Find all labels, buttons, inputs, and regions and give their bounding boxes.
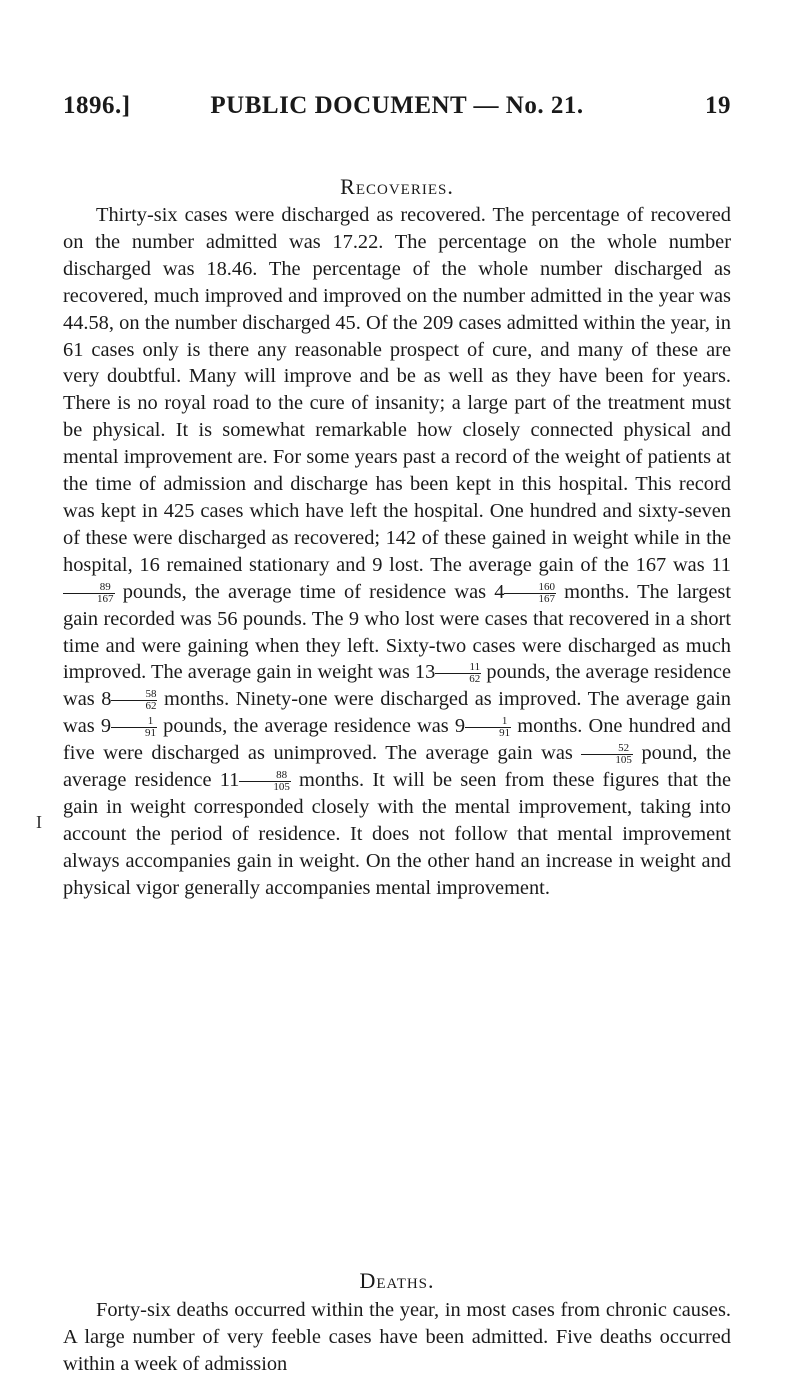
deaths-text: Forty-six deaths occurred within the year, in most cases from chronic causes. A large number of very feeble cases have been admitted. Five deaths occurred within a week of admission: [63, 1299, 731, 1375]
header-title: PUBLIC DOCUMENT — No. 21.: [210, 92, 584, 119]
fraction: $\frac{1}{91}$: [465, 716, 511, 739]
fraction: $\frac{160}{167}$: [504, 582, 556, 605]
fraction: $\frac{52}{105}$: [581, 743, 633, 766]
fraction: $\frac{88}{105}$: [239, 770, 291, 793]
recoveries-text: Thirty-six cases were discharged as recovered. The percentage of recovered on the number admitted was 17.22. The percentage on the whole number discharged was 18.46. The percentage of the whole number discharged as recovered, much improved and improved on the number admitted in the year was 44.58, on the number discharged 45. Of the 209 cases admitted within the year, in 61 cases only is there any reasonable prospect of cure, and many of these are very doubtful. Many will improve and be as well as they have been for years. There is no royal road to the cure of insanity; a large part of the treatment must be physical. It is somewhat remarkable how closely connected physical and mental improvement are. For some years past a record of the weight of patients at the time of admission and discharge has been kept in this hospital. This record was kept in 425 cases which have left the hospital. One hundred and sixty-seven of these were discharged as recovered; 142 of these gained in weight while in the hospital, 16 remained stationary and 9 lost. The average gain of the 167 was 11 $\frac{89}{167}$ pounds, the average time of residence was 4 $\frac{160}{167}$ months. The largest gain recorded was 56 pounds. The 9 who lost were cases that recovered in a short time and were gaining when they left. Sixty-two cases were discharged as much improved. The average gain in weight was 13 $\frac{11}{62}$ pounds, the average residence was 8 $\frac{58}{62}$ months. Ninety-one were discharged as improved. The average gain was 9 $\frac{1}{91}$ pounds, the average residence was 9 $\frac{1}{91}$ months. One hundred and five were discharged as unimproved. The average gain was $\frac{52}{105}$ pound, the average residence 11 $\frac{88}{105}$ months. It will be seen from these figures that the gain in weight corresponded closely with the mental improvement, taking into account the period of residence. It does not follow that mental improvement always accompanies gain in weight. On the other hand an increase in weight and physical vigor generally accompanies mental improvement.: [63, 204, 732, 899]
deaths-paragraph: [63, 1297, 731, 1378]
fraction: $\frac{58}{62}$: [111, 689, 157, 712]
fraction: $\frac{89}{167}$: [63, 582, 115, 605]
recoveries-heading: Recoveries.: [340, 174, 454, 199]
fraction: $\frac{1}{91}$: [111, 716, 157, 739]
recoveries-paragraph: [63, 202, 731, 902]
page-number: 19: [705, 92, 731, 119]
margin-mark: I: [36, 812, 42, 832]
header-year: 1896.]: [63, 92, 131, 119]
running-head: [63, 92, 731, 132]
fraction: $\frac{11}{62}$: [435, 662, 481, 685]
deaths-heading: Deaths.: [359, 1268, 435, 1293]
